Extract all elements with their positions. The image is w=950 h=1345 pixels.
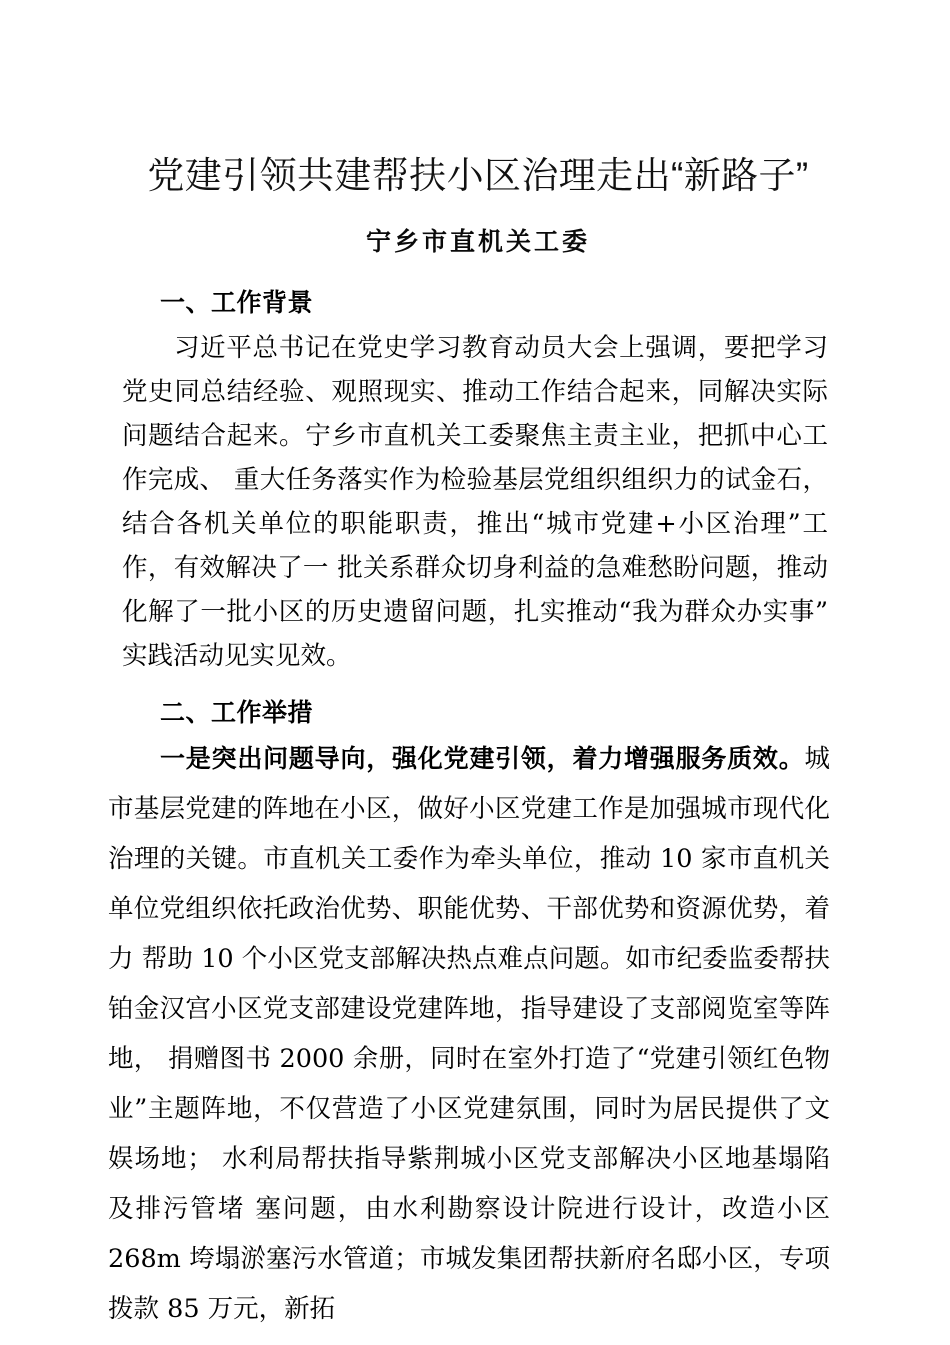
section-heading-one: 一、工作背景 [160, 289, 314, 317]
document-body [108, 282, 834, 1334]
section-two-lead-in: 一是突出问题导向，强化党建引领，着力增强服务质效。 [160, 745, 805, 773]
section-two-running-text: 城市基层党建的阵地在小区，做好小区党建工作是加强城市现代化治理的关键。市直机关工委作为牵头单位，推动 10 家市直机关单位党组织依托政治优势、职能优势、干部优势和资源优势，着力 帮助 10 个小区党支部解决热点难点问题。如市纪委监委帮扶铂金汉宫小区党支部建设党建阵地，指导建设了支部阅览室等阵地， 捐赠图书 2000 余册，同时在室外打造了“党建引领红色物业”主题阵地，不仅营造了小区党建氛围，同时为居民提供了文娱场地； 水利局帮扶指导紫荆城小区党支部解决小区地基塌陷及排污管堵 塞问题，由水利勘察设计院进行设计，改造小区 268m 垮塌淤塞污水管道；市城发集团帮扶新府名邸小区，专项拨款 85 万元，新拓 [108, 744, 830, 1324]
section-one-paragraph: 习近平总书记在党史学习教育动员大会上强调，要把学习党史同总结经验、观照现实、推动工作结合起来，同解决实际问题结合起来。宁乡市直机关工委聚焦主责主业，把抓中心工作完成、 重大任务落实作为检验基层党组织组织力的试金石，结合各机关单位的职能职责，推出“城市党建+小区治理”工作，有效解决了一 批关系群众切身利益的急难愁盼问题，推动化解了一批小区的历史遗留问题，扎实推动“我为群众办实事”实践活动见实见效。 [122, 333, 828, 671]
section-heading-two: 二、工作举措 [160, 699, 314, 727]
section-two-block [108, 734, 834, 1334]
section-two-paragraph [108, 734, 834, 1334]
document-subtitle-author: 宁乡市直机关工委 [365, 227, 590, 256]
page-title: 党建引领共建帮扶小区治理走出“新路子” [147, 154, 809, 196]
